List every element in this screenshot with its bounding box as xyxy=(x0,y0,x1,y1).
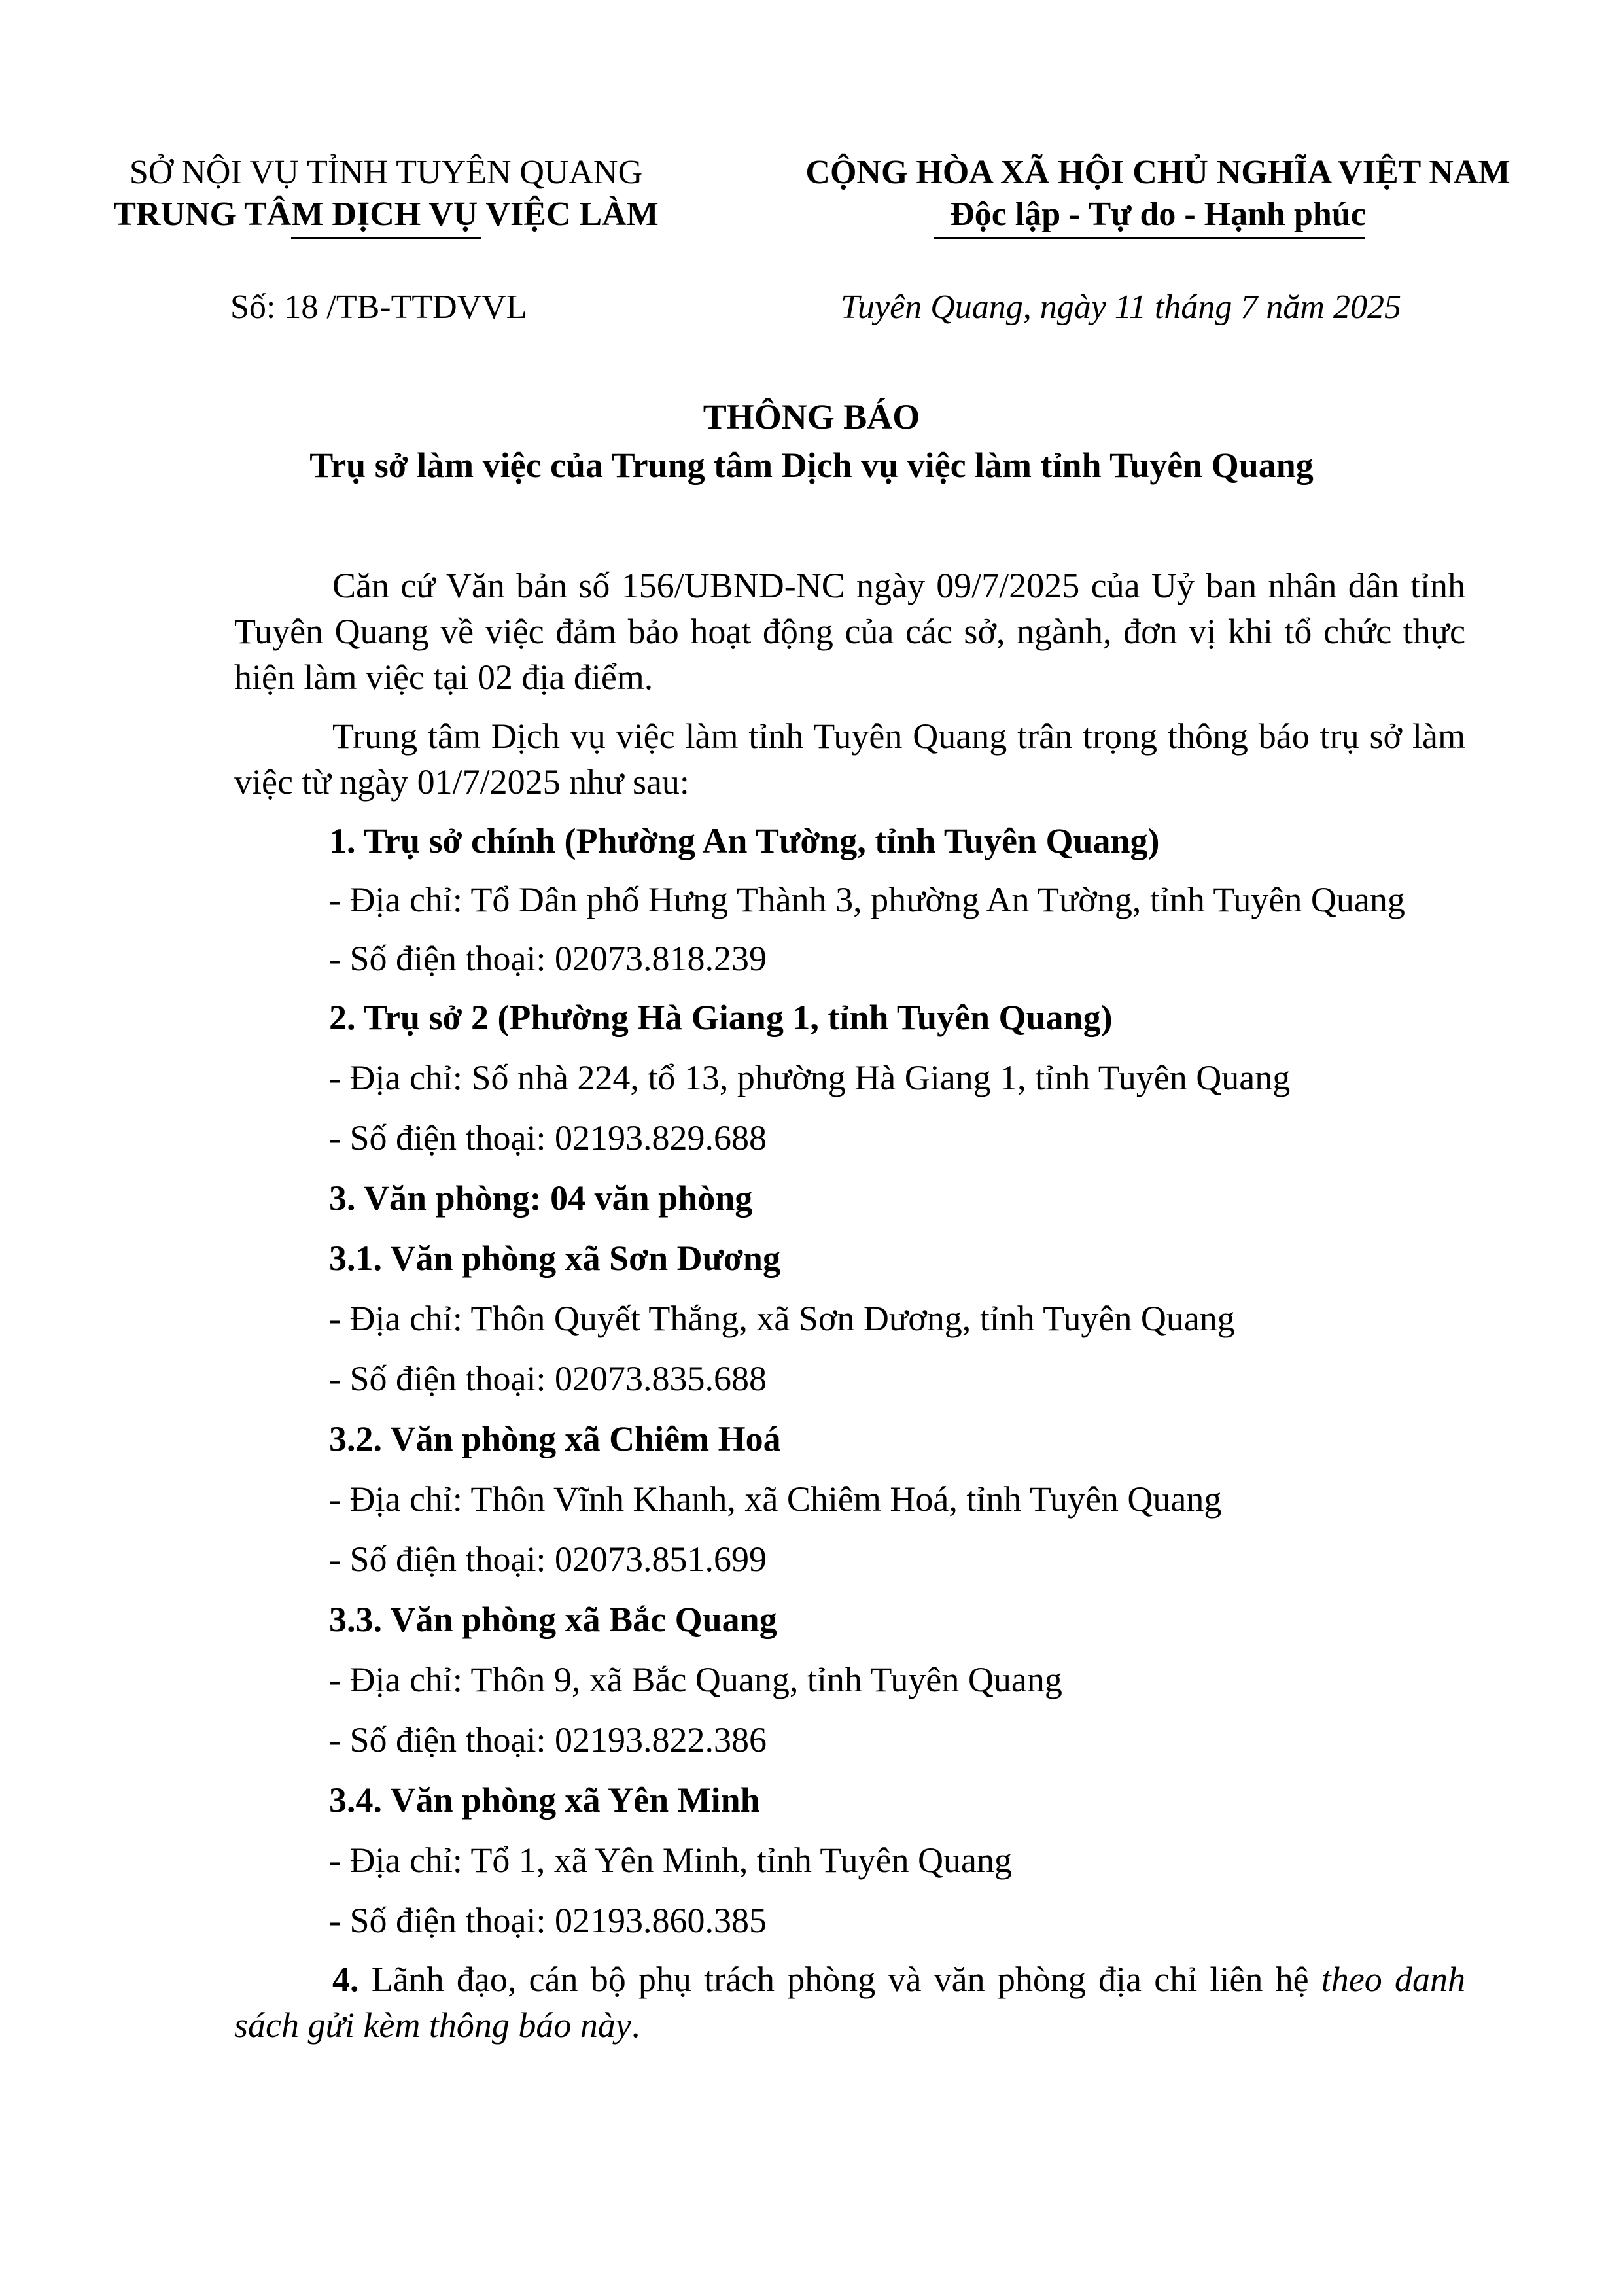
agency-underline xyxy=(291,237,481,239)
section-3-1-address: - Địa chỉ: Thôn Quyết Thắng, xã Sơn Dương, tỉnh Tuyên Quang xyxy=(329,1299,1235,1338)
document-subtitle: Trụ sở làm việc của Trung tâm Dịch vụ việc làm tỉnh Tuyên Quang xyxy=(309,446,1314,485)
section-3-2-phone: - Số điện thoại: 02073.851.699 xyxy=(329,1540,767,1579)
section-4-text: Lãnh đạo, cán bộ phụ trách phòng và văn phòng địa chỉ liên hệ xyxy=(358,1960,1321,1999)
section-3-3-phone: - Số điện thoại: 02193.822.386 xyxy=(329,1720,767,1759)
section-3-1-heading: 3.1. Văn phòng xã Sơn Dương xyxy=(329,1239,780,1278)
section-4-italic: theo danh sách gửi kèm thông báo này xyxy=(234,1960,1465,2045)
section-2-address: - Địa chỉ: Số nhà 224, tổ 13, phường Hà Giang 1, tỉnh Tuyên Quang xyxy=(329,1058,1291,1097)
paragraph-announcement-text: Trung tâm Dịch vụ việc làm tỉnh Tuyên Quang trân trọng thông báo trụ sở làm việc từ ngày 01/7/2025 như sau: xyxy=(234,716,1465,802)
agency-name: TRUNG TÂM DỊCH VỤ VIỆC LÀM xyxy=(113,196,659,233)
document-number: Số: 18 /TB-TTDVVL xyxy=(230,289,527,326)
document-title: THÔNG BÁO xyxy=(703,397,920,436)
section-4-paragraph xyxy=(234,1956,1465,2048)
section-2-heading: 2. Trụ sở 2 (Phường Hà Giang 1, tỉnh Tuyên Quang) xyxy=(329,998,1113,1037)
section-1-phone: - Số điện thoại: 02073.818.239 xyxy=(329,939,767,978)
section-3-3-address: - Địa chỉ: Thôn 9, xã Bắc Quang, tỉnh Tuyên Quang xyxy=(329,1660,1062,1699)
section-3-1-phone: - Số điện thoại: 02073.835.688 xyxy=(329,1359,767,1398)
place-date: Tuyên Quang, ngày 11 tháng 7 năm 2025 xyxy=(841,289,1401,326)
national-header xyxy=(746,152,1570,236)
section-3-4-address: - Địa chỉ: Tổ 1, xã Yên Minh, tỉnh Tuyên Quang xyxy=(329,1841,1012,1880)
country-name: CỘNG HÒA XÃ HỘI CHỦ NGHĨA VIỆT NAM xyxy=(805,154,1510,191)
section-3-4-phone: - Số điện thoại: 02193.860.385 xyxy=(329,1901,767,1940)
paragraph-announcement xyxy=(234,713,1465,805)
paragraph-legal-basis xyxy=(234,563,1465,700)
section-3-2-heading: 3.2. Văn phòng xã Chiêm Hoá xyxy=(329,1419,781,1458)
section-4-number: 4. xyxy=(332,1960,359,1999)
section-3-heading: 3. Văn phòng: 04 văn phòng xyxy=(329,1178,753,1218)
section-1-address: - Địa chỉ: Tổ Dân phố Hưng Thành 3, phường An Tường, tỉnh Tuyên Quang xyxy=(329,880,1405,919)
motto-underline xyxy=(934,237,1365,239)
section-3-2-address: - Địa chỉ: Thôn Vĩnh Khanh, xã Chiêm Hoá, tỉnh Tuyên Quang xyxy=(329,1479,1222,1519)
section-3-4-heading: 3.4. Văn phòng xã Yên Minh xyxy=(329,1780,760,1820)
agency-header xyxy=(92,152,680,236)
section-4-end: . xyxy=(631,2005,640,2045)
section-3-3-heading: 3.3. Văn phòng xã Bắc Quang xyxy=(329,1600,777,1639)
section-2-phone: - Số điện thoại: 02193.829.688 xyxy=(329,1118,767,1157)
paragraph-legal-basis-text: Căn cứ Văn bản số 156/UBND-NC ngày 09/7/2025 của Uỷ ban nhân dân tỉnh Tuyên Quang về việc đảm bảo hoạt động của các sở, ngành, đơn vị khi tổ chức thực hiện làm việc tại 02 địa điểm. xyxy=(234,566,1465,697)
national-motto: Độc lập - Tự do - Hạnh phúc xyxy=(950,196,1366,233)
section-1-heading: 1. Trụ sở chính (Phường An Tường, tỉnh Tuyên Quang) xyxy=(329,821,1160,860)
agency-parent: SỞ NỘI VỤ TỈNH TUYÊN QUANG xyxy=(129,154,643,191)
